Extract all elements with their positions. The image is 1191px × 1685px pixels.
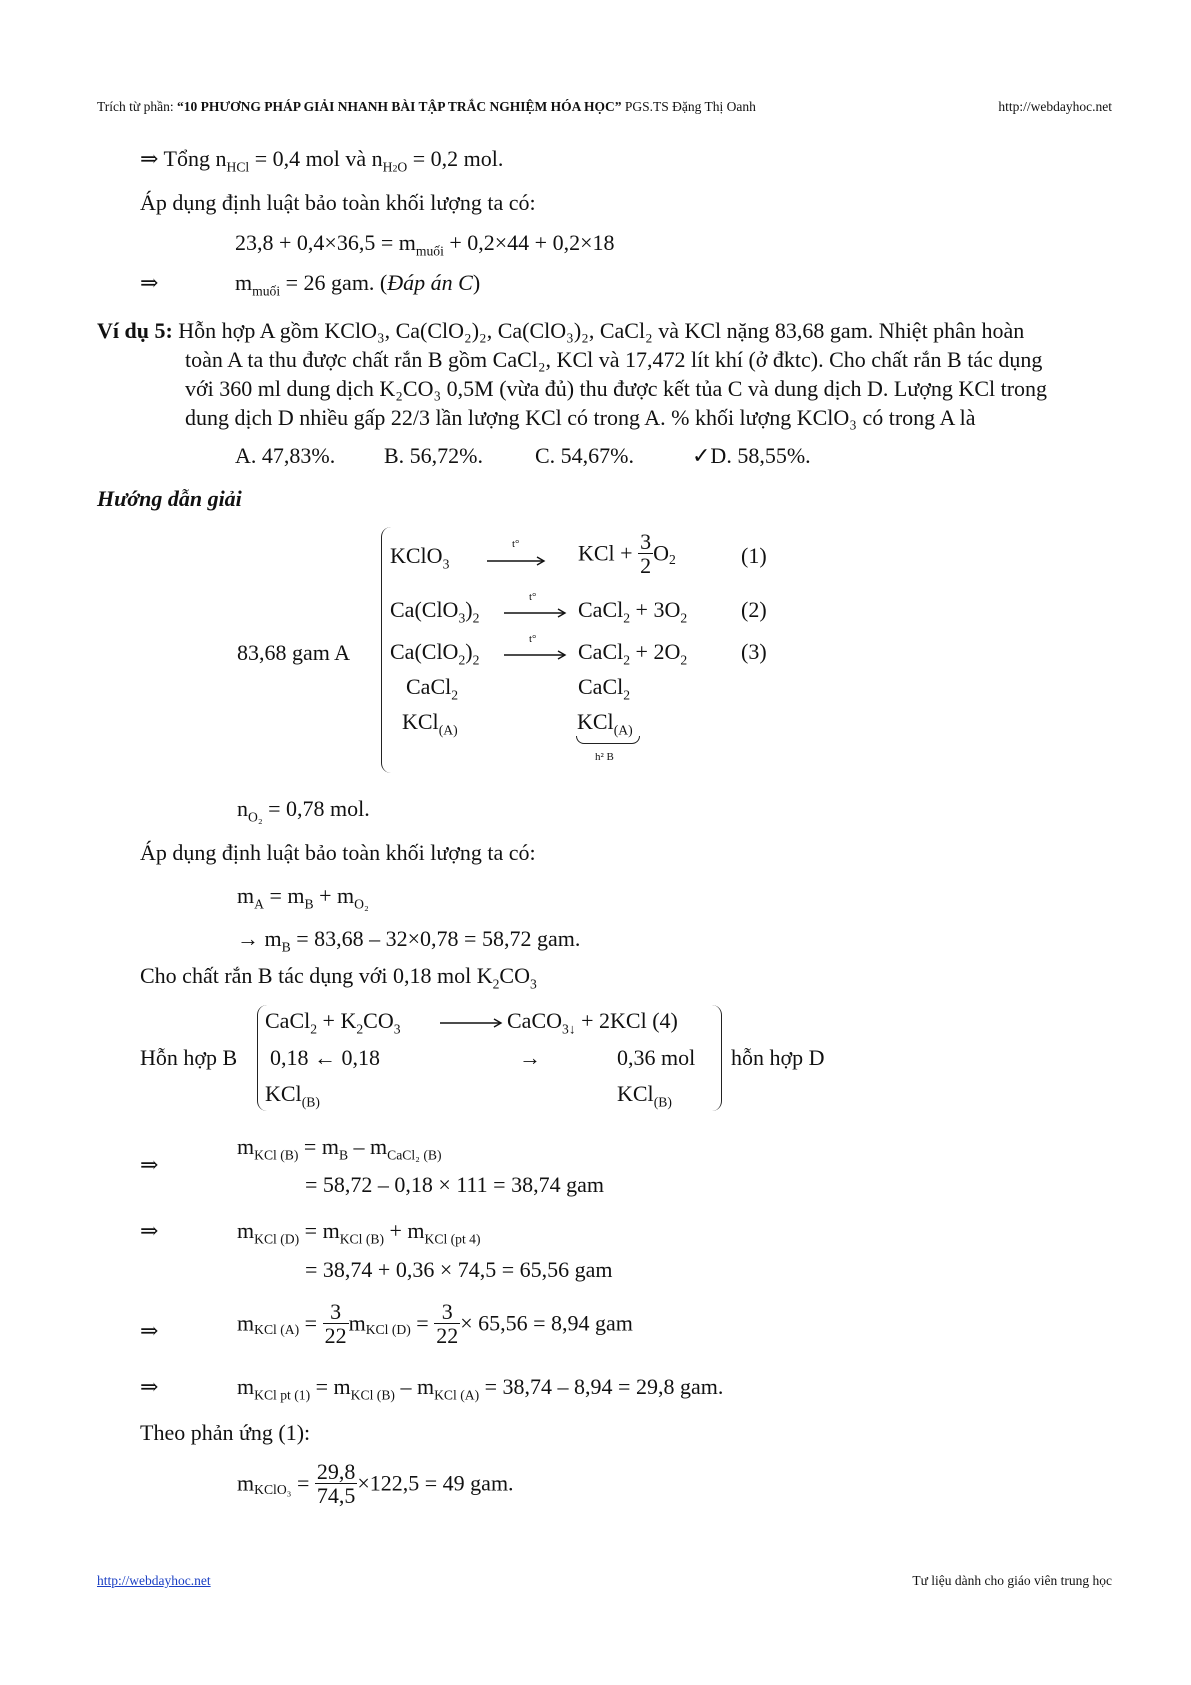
scheme1-row4-right: CaCl$_2$ xyxy=(578,674,631,703)
example-5-line-2: toàn A ta thu được chất rắn B gồm CaCl₂, KCl và 17,472 lít khí (ở đktc). Cho chất rắn B tác dụng xyxy=(185,347,1043,372)
implies-arrow-d4: ⇒ xyxy=(140,1374,159,1399)
option-a[interactable]: A. 47,83%. xyxy=(235,443,336,468)
scheme2-row1-left: CaCl$_2$ + $K_2CO_3$ xyxy=(265,1008,401,1037)
example-5-line-1: Ví dụ 5: Hỗn hợp A gồm KClO₃, Ca(ClO₂)₂, Ca(ClO₃)₂, CaCl₂ và KCl nặng 83,68 gam. Nhiệt phân hoàn xyxy=(97,318,1025,343)
answer-c: Đáp án C xyxy=(387,270,473,295)
footer-url[interactable]: http://webdayhoc.net xyxy=(97,1573,211,1588)
scheme2-row3-right: KCl$_{(B)}$ xyxy=(617,1081,672,1110)
option-b[interactable]: B. 56,72%. xyxy=(384,443,483,468)
scheme1-row5-right: KCl$_{(A)}$ xyxy=(577,709,633,738)
kcl-pt1-eq: $m_{KCl pt (1)} = m_{KCl (B)} - m_{KCl (A)} = 38,74 - 8,94 = 29,8$ gam. xyxy=(237,1374,724,1403)
scheme1-row3-left: $Ca(ClO_2)_2$ xyxy=(390,639,480,668)
law-statement-1: Áp dụng định luật bảo toàn khối lượng ta có: xyxy=(140,190,536,215)
kcl-a-eq: $m_{KCl (A)}$ = $\frac{3}{22}$ $m_{KCl (D)}$ = $\frac{3}{22}$ × 65,56 = 8,94 gam xyxy=(237,1299,633,1349)
option-d-correct[interactable]: ✓D. 58,55%. xyxy=(692,443,811,468)
n-o2-line: $n_{O_2} = 0,78$ mol. xyxy=(237,796,370,825)
reaction-number-1: (1) xyxy=(741,543,767,568)
scheme1-row1-right: KCl + $\frac{3}{2}$ $O_2$ xyxy=(578,529,676,579)
mass-b-result: → $m_B = 83,68 - 32\times 0,78 = 58,72$ gam. xyxy=(237,926,581,955)
heat-label-3: t° xyxy=(529,633,537,645)
fraction-3-2: $\frac{3}{2}$ xyxy=(640,529,652,579)
page-header xyxy=(97,99,756,115)
scheme2-row3-left: KCl$_{(B)}$ xyxy=(265,1081,320,1110)
implies-arrow-d1: ⇒ xyxy=(140,1152,159,1177)
solution-title: Hướng dẫn giải xyxy=(97,486,242,511)
heat-label-2: t° xyxy=(529,591,537,603)
scheme2-right-brace xyxy=(711,1005,722,1111)
theo-reaction-1: Theo phản ứng (1): xyxy=(140,1420,311,1445)
fraction-29-8-over-74-5: $\frac{29,8}{74,5}$ xyxy=(316,1459,356,1509)
scheme1-row3-right: CaCl$_2$ + $2O_2$ xyxy=(578,639,688,668)
example-label: Ví dụ 5: xyxy=(97,318,173,343)
scheme1-row1-left: KClO$_3$ xyxy=(390,543,450,572)
scheme1-left-label: 83,68 gam A xyxy=(237,640,351,665)
reaction-number-3: (3) xyxy=(741,639,767,664)
scheme2-row2-arrow: → xyxy=(519,1045,541,1070)
header-author: PGS.TS Đặng Thị Oanh xyxy=(621,99,756,114)
reaction-number-2: (2) xyxy=(741,597,767,622)
header-book-title: “10 PHƯƠNG PHÁP GIẢI NHANH BÀI TẬP TRẮC NGHIỆM HÓA HỌC” xyxy=(176,99,622,114)
underbrace xyxy=(576,736,640,744)
scheme1-row2-right: CaCl$_2$ + $3O_2$ xyxy=(578,597,688,626)
fraction-3-22: $\frac{3}{22}$ xyxy=(324,1299,347,1349)
implies-arrow-d2: ⇒ xyxy=(140,1218,159,1243)
reaction-arrow-4 xyxy=(440,1016,506,1035)
salt-mass-result: $m_{muối} = 26$ gam. (Đáp án C) xyxy=(235,270,481,299)
scheme1-row5-left: KCl$_{(A)}$ xyxy=(402,709,458,738)
heat-arrow-2 xyxy=(504,606,570,625)
total-hcl-line: ⇒ Tổng $n_{HCl} = 0,4$ mol và $n_{H2O} = 0,2$ mol. xyxy=(140,146,504,175)
kcl-b-eq: $m_{KCl (B)} = m_B - m_{CaCl_2 (B)}$ xyxy=(237,1134,442,1163)
fraction-3-22-b: $\frac{3}{22}$ xyxy=(436,1299,459,1349)
kcl-d-value: = 38,74 + 0,36 × 74,5 = 65,56 gam xyxy=(305,1257,613,1282)
mass-balance-eq: $23,8 + 0,4\times 36,5 = m_{muối} + 0,2\times 44 + 0,2\times 18$ xyxy=(235,230,615,259)
kclo3-mass-eq: $m_{KClO_3}$ = $\frac{29,8}{74,5}$ ×122,5 = 49 gam. xyxy=(237,1459,514,1509)
kcl-b-value: = 58,72 – 0,18 × 111 = 38,74 gam xyxy=(305,1172,604,1197)
scheme2-row2-right: 0,36 mol xyxy=(617,1045,696,1070)
underbrace-label: h² B xyxy=(595,751,614,763)
mixture-d-label: hỗn hợp D xyxy=(731,1045,825,1070)
b-reacts-line: Cho chất rắn B tác dụng với 0,18 mol $K_2CO_3$ xyxy=(140,963,537,992)
option-c[interactable]: C. 54,67%. xyxy=(535,443,634,468)
scheme2-row2-left: 0,18 ← 0,18 xyxy=(270,1045,380,1070)
law-statement-2: Áp dụng định luật bảo toàn khối lượng ta có: xyxy=(140,840,536,865)
mass-a-eq: $m_A = m_B + m_{O_2}$ xyxy=(237,883,369,912)
scheme2-row1-right: CaCO$_{3↓}$ + 2KCl (4) xyxy=(507,1008,678,1037)
scheme1-row4-left: CaCl$_2$ xyxy=(406,674,459,703)
implies-arrow-d3: ⇒ xyxy=(140,1318,159,1343)
kcl-d-eq: $m_{KCl (D)} = m_{KCl (B)} + m_{KCl (pt 4)}$ xyxy=(237,1218,481,1247)
implies-arrow: ⇒ xyxy=(140,270,159,295)
heat-arrow-3 xyxy=(504,648,570,667)
scheme1-row2-left: $Ca(ClO_3)_2$ xyxy=(390,597,480,626)
header-prefix: Trích từ phần: xyxy=(97,99,177,114)
footer-note: Tư liệu dành cho giáo viên trung học xyxy=(912,1573,1112,1588)
example-5-line-4: dung dịch D nhiều gấp 22/3 lần lượng KCl có trong A. % khối lượng KClO₃ có trong A là xyxy=(185,405,976,430)
heat-arrow-1 xyxy=(487,554,549,573)
mixture-b-label: Hỗn hợp B xyxy=(140,1045,238,1070)
heat-label-1: t° xyxy=(512,538,520,550)
example-5-line-3: với 360 ml dung dịch K₂CO₃ 0,5M (vừa đủ) thu được kết tủa C và dung dịch D. Lượng KCl trong xyxy=(185,376,1048,401)
header-url[interactable]: http://webdayhoc.net xyxy=(998,99,1112,114)
